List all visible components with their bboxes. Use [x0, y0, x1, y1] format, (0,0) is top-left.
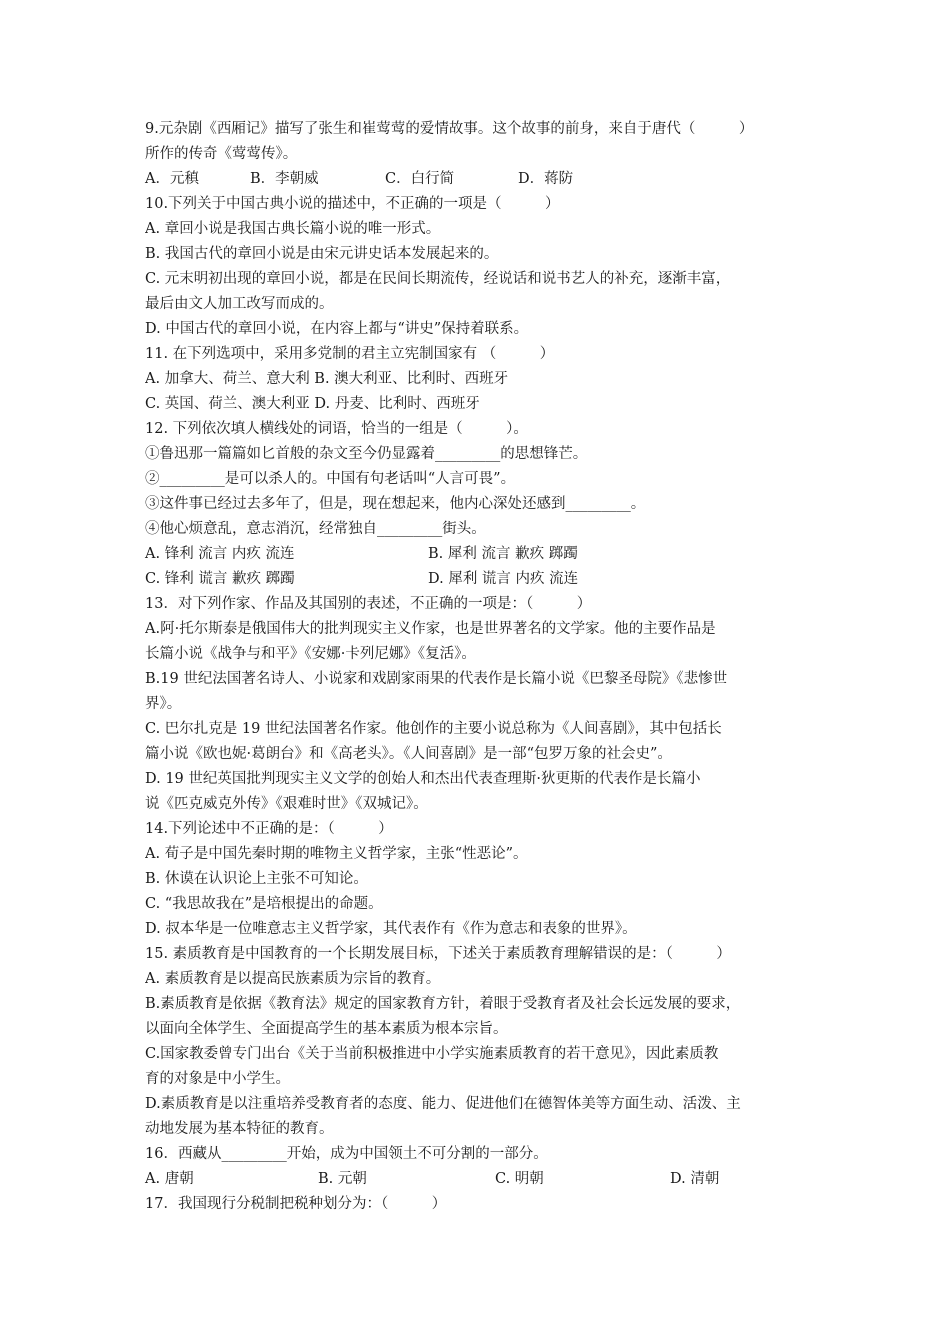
q15-option-d-line1: D.素质教育是以注重培养受教育者的态度、能力、促进他们在德智体美等方面生动、活泼、主 [145, 1096, 741, 1112]
q12-options-ab [145, 542, 810, 567]
q12-option-a: A. 锋利 流言 内疚 流连 [145, 546, 295, 562]
q15-option-c-line2: 育的对象是中小学生。 [145, 1071, 290, 1087]
q13-stem: 13．对下列作家、作品及其国别的表述，不正确的一项是：（ ） [145, 596, 592, 612]
q9-option-b: B．李朝威 [250, 171, 319, 187]
q13-option-d-line2: 说《匹克威克外传》《艰难时世》《双城记》。 [145, 796, 428, 812]
q15-stem: 15. 素质教育是中国教育的一个长期发展目标，下述关于素质教育理解错误的是：（ ） [145, 946, 731, 962]
q14-option-b: B. 休谟在认识论上主张不可知论。 [145, 871, 368, 887]
q10-option-b: B. 我国古代的章回小说是由宋元讲史话本发展起来的。 [145, 246, 499, 262]
q13-option-c-line1: C. 巴尔扎克是 19 世纪法国著名作家。他创作的主要小说总称为《人间喜剧》，其中包括长 [145, 721, 722, 737]
q13-option-b-line2: 界》。 [145, 696, 182, 712]
q12-sentence-3: ③这件事已经过去多年了，但是，现在想起来，他内心深处还感到_________。 [145, 496, 646, 512]
q12-option-c: C. 锋利 谎言 歉疚 踯躅 [145, 571, 295, 587]
q17-stem: 17．我国现行分税制把税种划分为：（ ） [145, 1196, 447, 1212]
q13-option-b-line1: B.19 世纪法国著名诗人、小说家和戏剧家雨果的代表作是长篇小说《巴黎圣母院》《悲惨世 [145, 671, 728, 687]
q10-option-c-line2: 最后由文人加工改写而成的。 [145, 296, 334, 312]
q15-option-a: A. 素质教育是以提高民族素质为宗旨的教育。 [145, 971, 441, 987]
q16-option-d: D. 清朝 [670, 1171, 720, 1187]
q12-sentence-1: ①鲁迅那一篇篇如匕首般的杂文至今仍显露着_________的思想锋芒。 [145, 446, 588, 462]
q9-option-a: A．元稹 [145, 171, 199, 187]
q10-option-a: A. 章回小说是我国古典长篇小说的唯一形式。 [145, 221, 441, 237]
q13-option-c-line2: 篇小说《欧也妮·葛朗台》和《高老头》。《人间喜剧》是一部“包罗万象的社会史”。 [145, 746, 672, 762]
q9-option-c: C．白行简 [385, 171, 455, 187]
q15-option-b-line2: 以面向全体学生、全面提高学生的基本素质为根本宗旨。 [145, 1021, 508, 1037]
q10-stem: 10.下列关于中国古典小说的描述中，不正确的一项是（ ） [145, 196, 560, 212]
q9-option-d: D．蒋防 [518, 171, 574, 187]
q12-option-b: B. 犀利 流言 歉疚 踯躅 [428, 546, 578, 562]
q14-stem: 14.下列论述中不正确的是：（ ） [145, 821, 393, 837]
q16-option-b: B. 元朝 [318, 1171, 367, 1187]
q12-options-cd [145, 567, 810, 592]
q13-option-a-line1: A.阿·托尔斯泰是俄国伟大的批判现实主义作家，也是世界著名的文学家。他的主要作品是 [145, 621, 716, 637]
q12-option-d: D. 犀利 谎言 内疚 流连 [428, 571, 579, 587]
q15-option-b-line1: B.素质教育是依据《教育法》规定的国家教育方针，着眼于受教育者及社会长远发展的要求， [145, 996, 741, 1012]
q10-option-d: D. 中国古代的章回小说，在内容上都与“讲史”保持着联系。 [145, 321, 529, 337]
q16-option-a: A. 唐朝 [145, 1171, 194, 1187]
q12-sentence-2: ②_________是可以杀人的。中国有句老话叫“人言可畏”。 [145, 471, 516, 487]
exam-text [145, 117, 810, 1217]
q9-stem-line2: 所作的传奇《莺莺传》。 [145, 146, 298, 162]
q11-options-cd: C. 英国、荷兰、澳大利亚 D. 丹麦、比利时、西班牙 [145, 396, 480, 412]
q9-stem-line1: 9.元杂剧《西厢记》描写了张生和崔莺莺的爱情故事。这个故事的前身，来自于唐代（ ） [145, 121, 754, 137]
q12-stem: 12. 下列依次填人横线处的词语，恰当的一组是（ ）。 [145, 421, 528, 437]
q13-option-a-line2: 长篇小说《战争与和平》《安娜·卡列尼娜》《复活》。 [145, 646, 476, 662]
q11-options-ab: A. 加拿大、荷兰、意大利 B. 澳大利亚、比利时、西班牙 [145, 371, 509, 387]
q14-option-d: D. 叔本华是一位唯意志主义哲学家，其代表作有《作为意志和表象的世界》。 [145, 921, 637, 937]
q16-stem: 16．西藏从_________开始，成为中国领土不可分割的一部分。 [145, 1146, 548, 1162]
q11-stem: 11. 在下列选项中，采用多党制的君主立宪制国家有 （ ） [145, 346, 555, 362]
q14-option-a: A. 荀子是中国先秦时期的唯物主义哲学家，主张“性恶论”。 [145, 846, 528, 862]
q14-option-c: C. “我思故我在”是培根提出的命题。 [145, 896, 383, 912]
q16-options [145, 1167, 810, 1192]
q15-option-d-line2: 动地发展为基本特征的教育。 [145, 1121, 334, 1137]
q9-options [145, 167, 810, 192]
q10-option-c-line1: C. 元末明初出现的章回小说，都是在民间长期流传，经说话和说书艺人的补充，逐渐丰富， [145, 271, 731, 287]
q13-option-d-line1: D. 19 世纪英国批判现实主义文学的创始人和杰出代表查理斯·狄更斯的代表作是长篇小 [145, 771, 701, 787]
q16-option-c: C. 明朝 [495, 1171, 544, 1187]
q12-sentence-4: ④他心烦意乱，意志消沉，经常独自_________街头。 [145, 521, 486, 537]
q15-option-c-line1: C.国家教委曾专门出台《关于当前积极推进中小学实施素质教育的若干意见》，因此素质教 [145, 1046, 719, 1062]
